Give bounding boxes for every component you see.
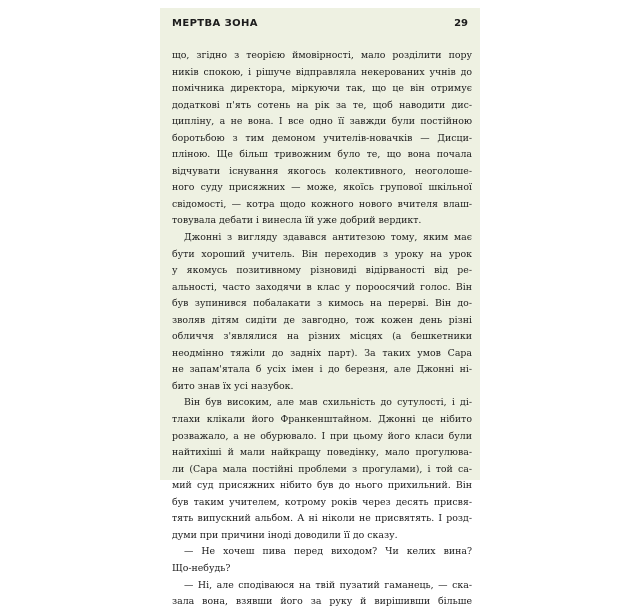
text-line: найтихіші й мали найкращу поведінку, мало прогулюва- (172, 447, 472, 459)
text-line: думи при причини іноді доводили її до сказу. (172, 529, 398, 541)
page-number: 29 (454, 18, 468, 29)
text-line: альності, часто заходячи в клас у пороосячий голос. Він (172, 281, 472, 293)
text-line: розважало, а не обурювало. І при цьому його класи були (172, 430, 472, 442)
text-line: бути хороший учитель. Він переходив з уроку на урок (172, 248, 472, 260)
text-line: ників спокою, і рішуче відправляла некерованих учнів до (172, 66, 472, 78)
running-head (160, 18, 480, 32)
text-line: свідомості, — котра щодо кожного нового вчителя влаш- (172, 198, 472, 210)
text-line: бито знав їх усі назубок. (172, 380, 294, 392)
text-line: товувала дебати і винесла їй уже добрий вердикт. (172, 215, 422, 227)
text-line: додаткові п'ять сотень на рік за те, щоб наводити дис- (172, 99, 472, 111)
text-line: тять випускний альбом. А ні ніколи не присвятять. І розд- (172, 513, 472, 525)
text-line: ного суду присяжних — може, якоїсь групової шкільної (172, 182, 472, 194)
text-line: неодмінно тяжіли до задніх парт). За таких умов Сара (172, 347, 472, 359)
body-text (172, 48, 472, 611)
text-line: помічника директора, міркуючи так, що це він отримує (172, 83, 472, 95)
text-line: — Не хочеш пива перед виходом? Чи келих вина? (184, 546, 472, 558)
text-line: мий суд присяжних нібито був до нього прихильний. Він (172, 480, 472, 492)
text-line: зала вона, взявши його за руку й вирішивши більше (172, 596, 472, 608)
text-line: не запам'ятала б усіх імен і до березня, але Джонні ні- (172, 364, 472, 376)
text-line: тлахи клікали його Франкенштайном. Джонні це нібито (172, 414, 472, 426)
text-line: ли (Сара мала постійні проблеми з прогулами), і той са- (172, 463, 472, 475)
text-line: що, згідно з теорією ймовірності, мало розділити пору (172, 50, 472, 61)
text-line: боротьбою з тим демоном учителів-новачків — Дисци- (172, 132, 472, 144)
text-line: відчувати існування якогось колективного, неоголоше- (172, 165, 472, 177)
text-line: — Ні, але сподіваюся на твій пузатий гаманець, — ска- (184, 579, 472, 591)
text-line: ципліну, а не вона. І все одно її завжди були постійною (172, 116, 472, 128)
text-line: був таким учителем, котрому років через десять присвя- (172, 496, 472, 508)
text-line: Він був високим, але мав схильність до сутулості, і ді- (184, 397, 472, 409)
text-line: обличчя з'являлися на різних місцях (а бешкетники (172, 331, 472, 343)
text-line: Що-небудь? (172, 562, 231, 574)
text-line: Джонні з вигляду здавався антитезою тому, яким має (184, 232, 472, 244)
text-line: у якомусь позитивному різновиді відірваності від ре- (172, 265, 472, 277)
text-line: пліною. Ще більш тривожним було те, що вона почала (172, 149, 472, 161)
text-line: був зупинився побалакати з кимось на перерві. Він до- (172, 298, 472, 310)
running-title: МЕРТВА ЗОНА (172, 18, 258, 29)
text-line: зволяв дітям сидіти де завгодно, тож кожен день різні (172, 314, 472, 326)
book-page (160, 8, 480, 608)
